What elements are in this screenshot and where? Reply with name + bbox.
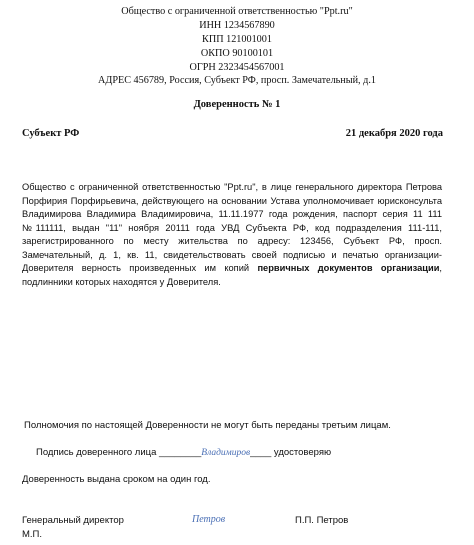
document-date: 21 декабря 2020 года [345, 128, 443, 139]
paragraph-text-start: Общество с ограниченной ответственностью "Ppt.ru", в лице генерального директора Петрова Порфирия Порфирьевича, действующего на основании Устава уполномочивает юрисконсульта Владимирова Владимира Владимировича, 11.11.1977 года рождения, паспорт серия 11 111 №111111, выдан "11" ноября 20111 года УВД Субъекта РФ, код подразделения 111-111, зарегистрированного по месту жительства по адресу: 123456, Субъект РФ, просп. Замечательный, д. 1, кв. 11, свидетельствовать своей подписью и печатью организации-Доверителя верность произведенных им копий [22, 182, 442, 273]
trustee-handwritten-signature: Владимиров [201, 448, 251, 458]
org-okpo: ОКПО 90100101 [200, 48, 274, 59]
director-name: П.П. Петров [295, 515, 349, 526]
document-place: Субъект РФ [22, 128, 80, 139]
org-address: АДРЕС 456789, Россия, Субъект РФ, просп. Замечательный, д.1 [98, 75, 376, 86]
org-name: Общество с ограниченной ответственностью "Ppt.ru" [121, 6, 353, 17]
signature-prefix: Подпись доверенного лица ________ [36, 447, 202, 458]
stamp-place: М.П. [22, 529, 43, 540]
validity-statement: Доверенность выдана сроком на один год. [22, 474, 211, 485]
director-signature: Петров [192, 514, 226, 525]
org-kpp: КПП 121001001 [202, 34, 272, 45]
powers-statement: Полномочия по настоящей Доверенности не могут быть переданы третьим лицам. [24, 420, 391, 431]
org-ogrn: ОГРН 2323454567001 [189, 62, 285, 73]
signature-certification-line [36, 447, 331, 458]
main-paragraph [22, 181, 442, 289]
document-title: Доверенность № 1 [193, 99, 281, 110]
paragraph-bold-phrase: первичных документов организации [257, 263, 440, 273]
signature-suffix: ____ удостоверяю [250, 447, 332, 458]
org-inn: ИНН 1234567890 [199, 20, 275, 31]
director-position: Генеральный директор [22, 515, 124, 526]
paragraph-text-end: , подлинники которых находятся у Доверителя. [22, 263, 443, 287]
